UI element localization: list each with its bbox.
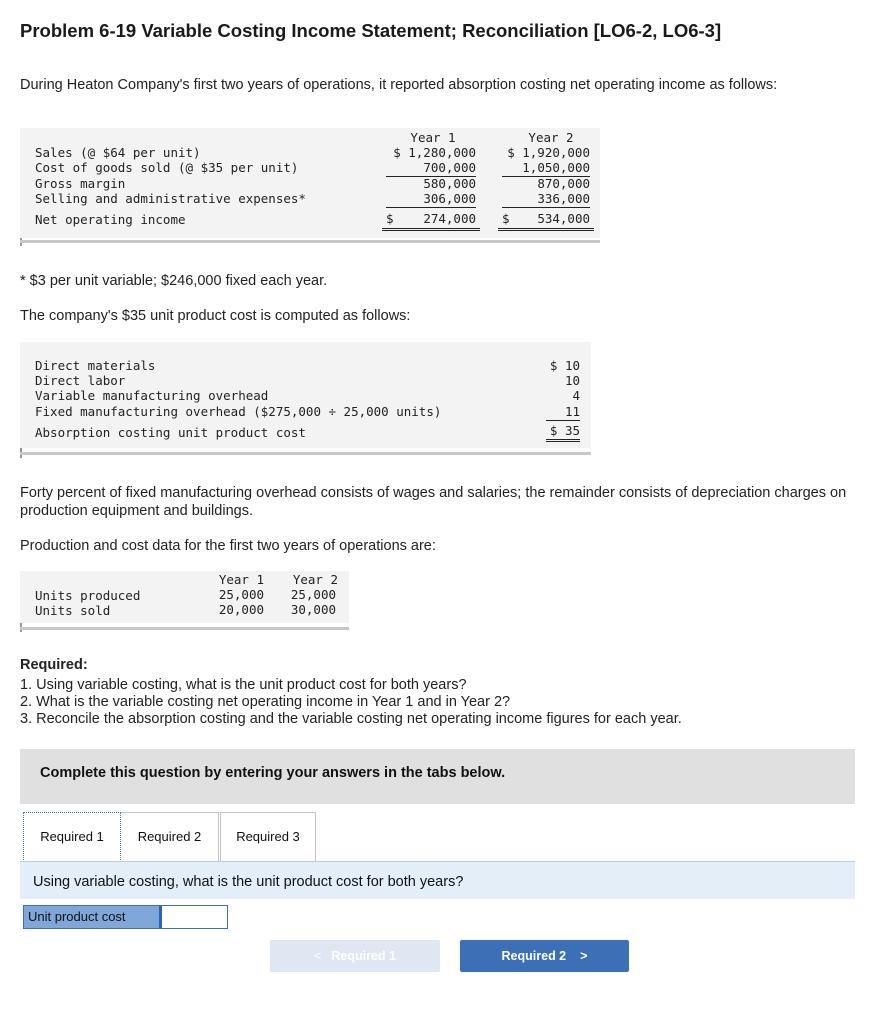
cost-row-value: $ 10 [549,358,580,373]
cost-row-label: Fixed manufacturing overhead ($275,000 ÷ 25,000 units) [35,404,442,419]
prev-required-button[interactable] [270,940,440,972]
currency-sign: $ [386,211,394,226]
overhead-note: Forty percent of fixed manufacturing overhead consists of wages and salaries; the remainder consists of depreciation charges on production equipment and buildings. [20,485,847,519]
income-row-y2: 1,050,000 [502,160,590,177]
required-heading: Required: [20,657,88,673]
income-total-y1-box [382,209,480,231]
production-table [20,571,349,632]
tab-required-2[interactable]: Required 2 [121,812,219,862]
prod-row-label: Units sold [35,603,111,618]
instruction-banner [20,749,855,804]
page-title: Problem 6-19 Variable Costing Income Statement; Reconciliation [LO6-2, LO6-3] [20,20,722,41]
currency-sign: $ [502,211,510,226]
income-row-y1: 306,000 [386,191,476,208]
question-bar [20,861,855,899]
required-item: 3. Reconcile the absorption costing and the variable costing net operating income figures for each year. [20,711,682,727]
question-text: Using variable costing, what is the unit product cost for both years? [33,874,464,890]
chevron-left-icon: < [314,949,322,963]
unit-product-cost-input[interactable] [159,905,228,929]
income-row-y1: 580,000 [423,176,476,191]
income-row-y2: $ 1,920,000 [507,145,590,160]
income-total-y2-box [498,209,594,231]
prod-row-y2: 25,000 [290,587,336,602]
cost-row-label: Direct materials [35,358,156,373]
required-item: 1. Using variable costing, what is the unit product cost for both years? [20,677,467,693]
unit-product-cost-label: Unit product cost [23,905,160,929]
cost-row-value: 10 [564,373,580,388]
prod-row-y1: 20,000 [218,602,264,617]
footnote: * $3 per unit variable; $246,000 fixed each year. [20,273,328,289]
income-row-label: Cost of goods sold (@ $35 per unit) [35,160,299,175]
unit-cost-intro: The company's $35 unit product cost is computed as follows: [20,308,411,324]
prev-button-label: Required 1 [331,949,396,963]
cost-row-value: 4 [572,388,580,403]
prod-row-y1: 25,000 [218,587,264,602]
income-row-y2: 870,000 [537,176,590,191]
income-row-label: Gross margin [35,176,126,191]
prod-row-label: Units produced [35,588,141,603]
next-button-label: Required 2 [501,949,567,963]
tab-required-3[interactable]: Required 3 [220,812,316,862]
income-row-y1: 700,000 [386,160,476,177]
year1-header: Year 1 [410,130,456,145]
next-required-button[interactable] [460,940,629,972]
income-row-label: Selling and administrative expenses* [35,191,306,206]
required-item: 2. What is the variable costing net operating income in Year 1 and in Year 2? [20,694,511,710]
income-row-y1: $ 1,280,000 [393,145,476,160]
income-row-y1: 274,000 [423,211,476,226]
income-row-label: Sales (@ $64 per unit) [35,145,201,160]
unit-cost-table [20,342,591,458]
cost-row-value: 11 [546,404,580,421]
intro-text: During Heaton Company's first two years of operations, it reported absorption costing net operating income as follows: [20,77,778,93]
prod-year1-header: Year 1 [218,572,264,587]
year2-header: Year 2 [528,130,574,145]
income-row-y2: 534,000 [537,211,590,226]
income-row-label: Net operating income [35,212,186,227]
cost-row-label: Direct labor [35,373,126,388]
instruction-text: Complete this question by entering your answers in the tabs below. [40,765,506,781]
chevron-right-icon: > [580,949,588,963]
prod-row-y2: 30,000 [290,602,336,617]
tab-required-1[interactable]: Required 1 [23,812,121,862]
prod-year2-header: Year 2 [292,572,338,587]
cost-row-value: $ 35 [546,422,580,442]
income-row-y2: 336,000 [502,191,590,208]
income-statement-table [20,128,600,246]
production-intro: Production and cost data for the first two years of operations are: [20,538,436,554]
cost-row-label: Variable manufacturing overhead [35,388,269,403]
cost-row-label: Absorption costing unit product cost [35,425,306,440]
